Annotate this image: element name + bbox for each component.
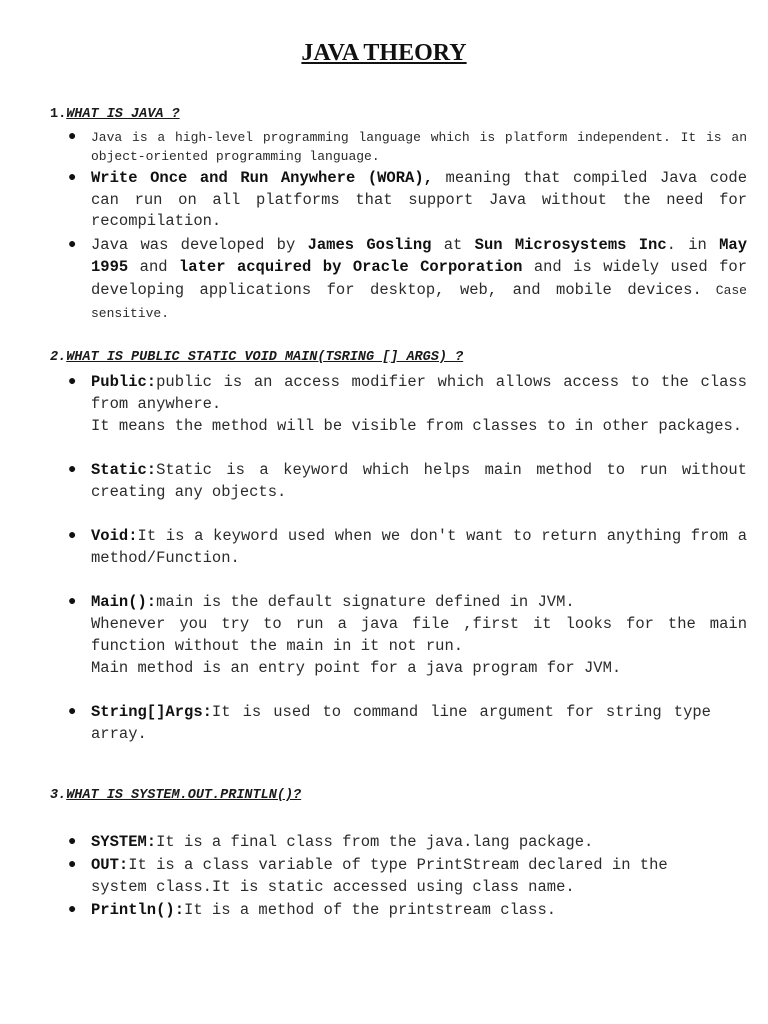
bullet-icon: ● — [68, 374, 77, 390]
item-text: Java was developed by — [91, 235, 308, 254]
bullet-icon: ● — [68, 462, 77, 478]
item-text: Static is a keyword which helps main method to run without creating any objects. — [91, 461, 747, 501]
item-text: . in — [666, 235, 720, 254]
item-bold-text: Println(): — [91, 901, 185, 919]
list-item — [68, 899, 747, 921]
item-bold-text: Static: — [91, 461, 157, 479]
bullet-icon: ● — [68, 834, 77, 850]
list-item — [68, 525, 747, 569]
item-text: Whenever you try to run a java file ,first it looks for the main function without the main in it not run. — [91, 615, 747, 655]
item-bold-text: later acquired by Oracle Corporation — [179, 258, 523, 276]
item-text: It is a final class from the java.lang package. — [156, 833, 594, 851]
section-1-heading — [50, 107, 180, 122]
list-item — [68, 459, 747, 503]
item-text: It is used to command line argument for string type array. — [91, 703, 711, 743]
item-bold-text: Sun Microsystems Inc — [474, 235, 667, 254]
list-item — [68, 168, 747, 233]
section-2-list — [68, 371, 747, 745]
section-title: WHAT IS PUBLIC STATIC VOID MAIN(TSRING [] ARGS) ? — [66, 350, 464, 365]
item-text: meaning that compiled Java code can run on all platforms that support Java without the need for recompilation. — [91, 169, 747, 230]
bullet-icon: ● — [68, 857, 77, 873]
list-item — [68, 701, 747, 745]
list-item — [68, 591, 747, 679]
list-item — [68, 128, 747, 166]
bullet-icon: ● — [68, 528, 77, 544]
section-2-heading — [50, 350, 463, 365]
list-item — [68, 831, 747, 853]
item-bold-text: OUT: — [91, 856, 129, 874]
item-bold-text: May 1995 — [91, 235, 748, 276]
item-text: It is a method of the printstream class. — [184, 901, 557, 919]
item-text: It is a class variable of type PrintStream declared in the system class.It is static accessed using class name. — [91, 856, 668, 896]
item-bold-text: String[]Args: — [91, 703, 212, 721]
item-text: Java is a high-level programming language which is platform independent. It is an object-oriented programming language. — [91, 130, 747, 164]
item-bold-text: Void: — [91, 527, 138, 545]
section-3-heading — [50, 788, 301, 803]
section-number: 1. — [50, 107, 67, 122]
bullet-icon: ● — [68, 594, 77, 610]
bullet-icon: ● — [68, 236, 77, 253]
section-1-list — [68, 128, 747, 327]
item-bold-text: James Gosling — [307, 235, 432, 254]
item-bold-text: Public: — [91, 373, 157, 391]
item-bold-text: SYSTEM: — [91, 833, 157, 851]
list-item — [68, 854, 747, 898]
bullet-icon: ● — [68, 704, 77, 720]
section-number: 2. — [50, 350, 67, 365]
section-title: WHAT IS JAVA ? — [66, 107, 180, 122]
item-text: It means the method will be visible from classes to in other packages. — [91, 417, 743, 435]
item-bold-text: Write Once and Run Anywhere (WORA), — [91, 169, 433, 187]
section-number: 3. — [50, 788, 67, 803]
item-text: and is widely used for developing applications for desktop, web, and mobile devices. — [91, 258, 747, 299]
item-text: It is a keyword used when we don't want to return anything from a method/Function. — [91, 527, 747, 567]
item-text: at — [431, 235, 475, 254]
item-text: and — [128, 258, 179, 276]
list-item — [68, 234, 747, 326]
bullet-icon: ● — [68, 129, 77, 145]
section-title: WHAT IS SYSTEM.OUT.PRINTLN()? — [66, 788, 302, 803]
bullet-icon: ● — [68, 170, 77, 186]
section-3-list — [68, 831, 747, 922]
item-text: Main method is an entry point for a java program for JVM. — [91, 659, 622, 677]
item-text: public is an access modifier which allows access to the class from anywhere. — [91, 373, 747, 413]
item-bold-text: Main(): — [91, 593, 157, 611]
item-text: main is the default signature defined in JVM. — [156, 593, 575, 611]
item-note: Case sensitive. — [91, 282, 747, 321]
page-title: JAVA THEORY — [301, 40, 467, 66]
list-item — [68, 371, 747, 437]
bullet-icon: ● — [68, 902, 77, 918]
